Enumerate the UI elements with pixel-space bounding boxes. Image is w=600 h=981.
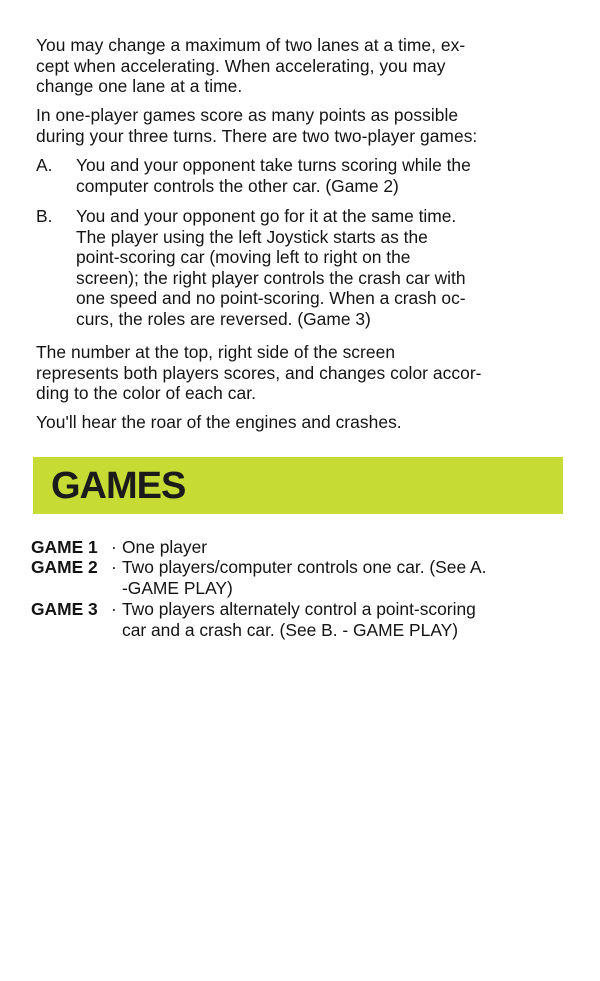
list-marker: B. bbox=[36, 206, 53, 226]
games-heading-banner bbox=[33, 457, 563, 514]
text-line: change one lane at a time. bbox=[36, 76, 243, 96]
text-line: The player using the left Joystick starts as the bbox=[76, 226, 428, 247]
game-description bbox=[122, 557, 486, 598]
list-item-body bbox=[76, 155, 471, 196]
text-line: curs, the roles are reversed. (Game 3) bbox=[76, 308, 371, 329]
game-label: GAME 3 bbox=[31, 599, 98, 619]
game-description bbox=[122, 537, 207, 558]
game-separator: · bbox=[111, 599, 117, 619]
text-line: during your three turns. There are two two-player games: bbox=[36, 125, 478, 146]
text-line: point-scoring car (moving left to right on the bbox=[76, 247, 411, 267]
text-line: car and a crash car. (See B. - GAME PLAY) bbox=[122, 619, 459, 640]
list-item-body bbox=[76, 206, 466, 329]
text-line: One player bbox=[122, 537, 208, 557]
text-line: cept when accelerating. When accelerating, you may bbox=[36, 55, 446, 76]
text-line: You and your opponent go for it at the same time. bbox=[76, 206, 457, 226]
game-label: GAME 1 bbox=[31, 537, 98, 557]
games-heading: GAMES bbox=[51, 465, 186, 507]
game-description bbox=[122, 599, 476, 640]
text-line: computer controls the other car. (Game 2) bbox=[76, 175, 399, 196]
game-separator: · bbox=[111, 557, 117, 577]
text-line: Two players/computer controls one car. (See A. bbox=[122, 557, 487, 577]
text-line: Two players alternately control a point-scoring bbox=[122, 599, 476, 619]
paragraph-score-display bbox=[36, 342, 576, 404]
game-separator: · bbox=[111, 537, 117, 557]
text-line: screen); the right player controls the crash car with bbox=[76, 267, 466, 288]
game-label: GAME 2 bbox=[31, 557, 98, 577]
text-line: represents both players scores, and changes color accor- bbox=[36, 362, 482, 383]
text-line: In one-player games score as many points as possible bbox=[36, 105, 459, 125]
text-line: one speed and no point-scoring. When a crash oc- bbox=[76, 288, 466, 308]
text-line: You and your opponent take turns scoring while the bbox=[76, 155, 471, 175]
text-line: -GAME PLAY) bbox=[122, 577, 233, 598]
text-line: You'll hear the roar of the engines and crashes. bbox=[36, 412, 402, 432]
text-line: The number at the top, right side of the screen bbox=[36, 342, 396, 362]
list-marker: A. bbox=[36, 155, 53, 175]
paragraph-lane-changes bbox=[36, 35, 576, 97]
paragraph-scoring bbox=[36, 105, 576, 146]
text-line: You may change a maximum of two lanes at a time, ex- bbox=[36, 35, 466, 55]
text-line: ding to the color of each car. bbox=[36, 383, 256, 403]
paragraph-sound bbox=[36, 412, 576, 433]
